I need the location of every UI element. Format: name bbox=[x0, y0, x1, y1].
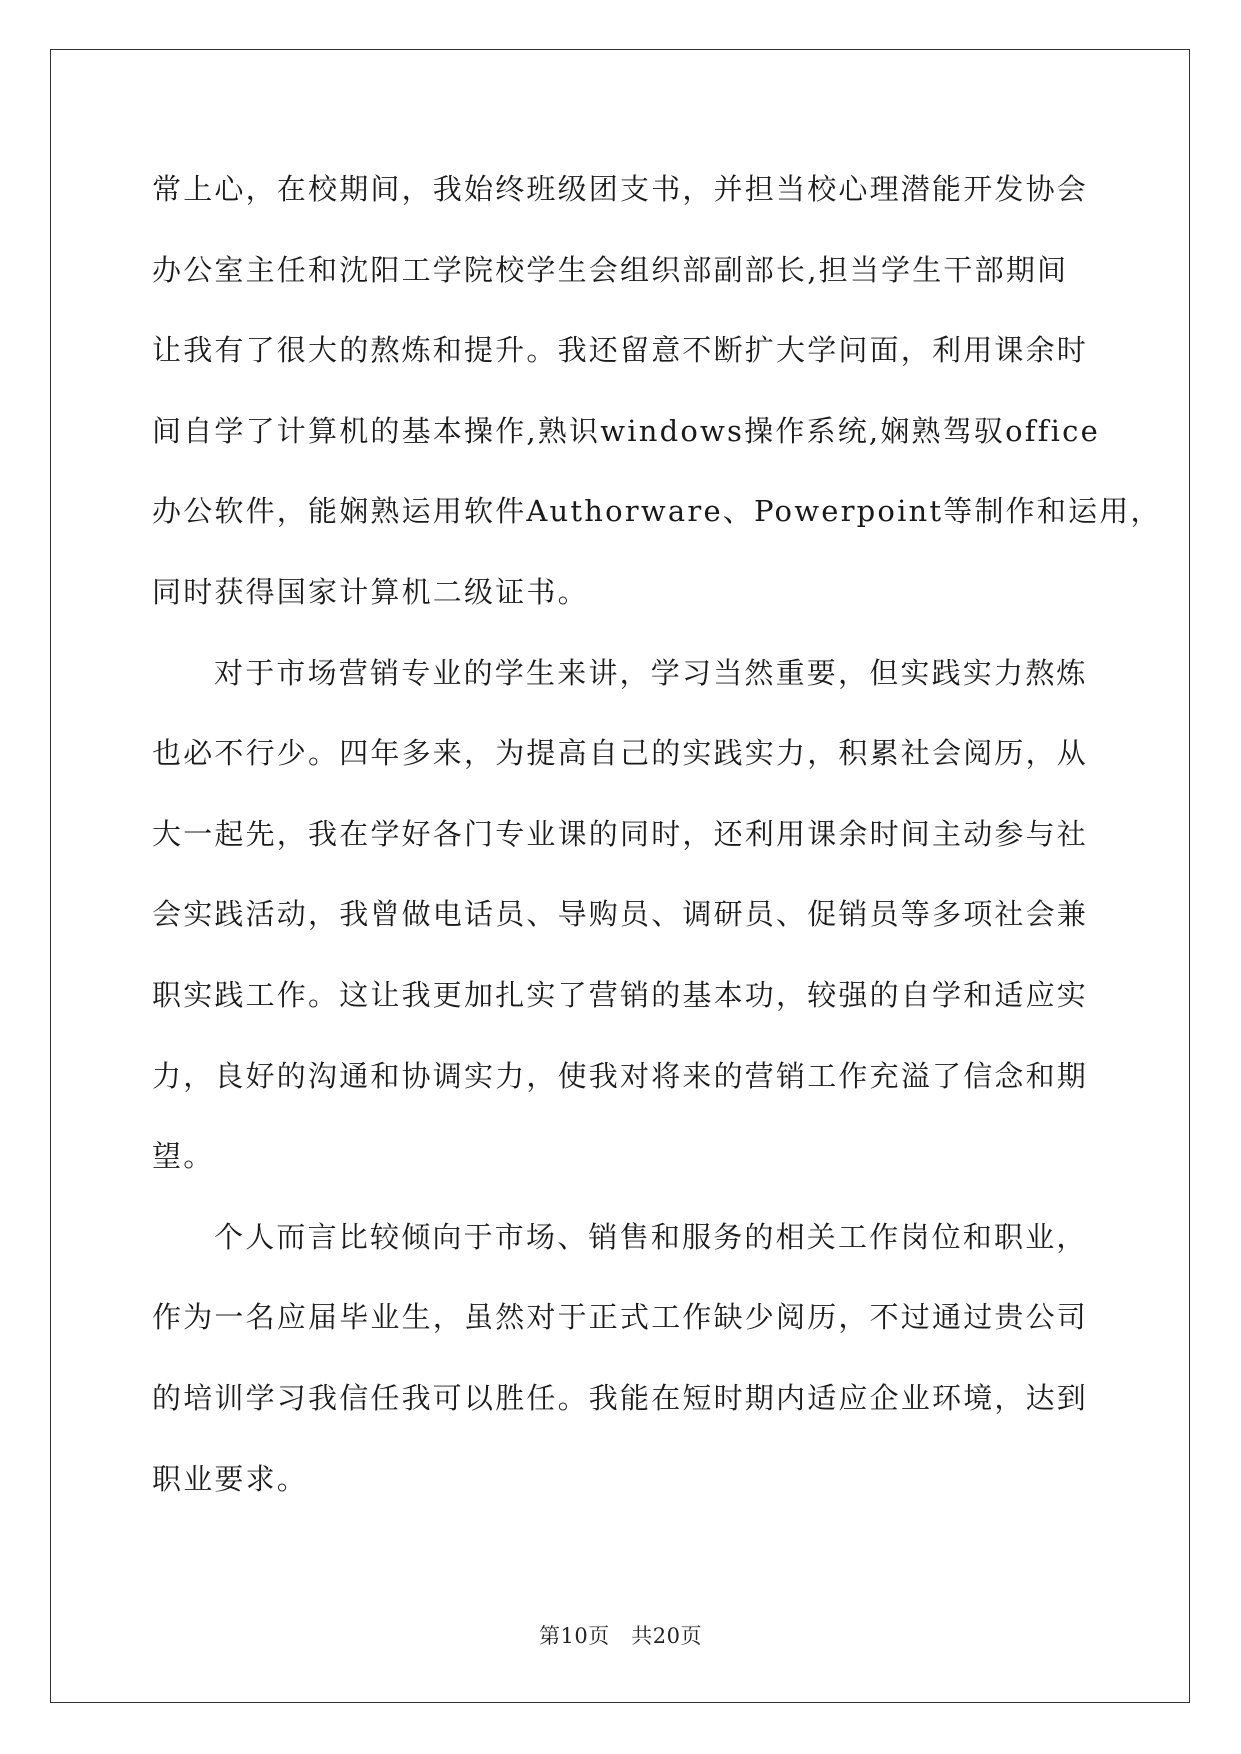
text-line: 个人而言比较倾向于市场、销售和服务的相关工作岗位和职业， bbox=[214, 1219, 1088, 1254]
text-line: 同时获得国家计算机二级证书。 bbox=[152, 574, 589, 609]
paragraph bbox=[152, 160, 1162, 644]
text-line: 望。 bbox=[152, 1139, 215, 1174]
text-line: 办公软件，能娴熟运用软件Authorware、Powerpoint等制作和运用， bbox=[152, 494, 1162, 529]
document-body bbox=[152, 160, 1162, 1530]
text-line: 职业要求。 bbox=[152, 1461, 309, 1496]
text-line: 也必不行少。四年多来，为提高自己的实践实力，积累社会阅历，从 bbox=[152, 736, 1089, 771]
text-line: 的培训学习我信任我可以胜任。我能在短时期内适应企业环境，达到 bbox=[152, 1380, 1089, 1415]
paragraph bbox=[152, 644, 1092, 1208]
text-line: 会实践活动，我曾做电话员、导购员、调研员、促销员等多项社会兼 bbox=[152, 897, 1089, 932]
paragraph bbox=[152, 1208, 1092, 1530]
text-line: 力，良好的沟通和协调实力，使我对将来的营销工作充溢了信念和期 bbox=[152, 1058, 1089, 1093]
text-line: 对于市场营销专业的学生来讲，学习当然重要，但实践实力熬炼 bbox=[214, 655, 1088, 690]
text-line: 大一起先，我在学好各门专业课的同时，还利用课余时间主动参与社 bbox=[152, 816, 1089, 851]
text-line: 间自学了计算机的基本操作,熟识windows操作系统,娴熟驾驭office bbox=[152, 413, 1100, 448]
text-line: 作为一名应届毕业生，虽然对于正式工作缺少阅历，不过通过贵公司 bbox=[152, 1300, 1089, 1335]
text-line: 办公室主任和沈阳工学院校学生会组织部副部长,担当学生干部期间 bbox=[152, 252, 1069, 287]
text-line: 常上心，在校期间，我始终班级团支书，并担当校心理潜能开发协会 bbox=[152, 172, 1089, 206]
page-number: 第10页 共20页 bbox=[539, 1624, 702, 1648]
text-line: 职实践工作。这让我更加扎实了营销的基本功，较强的自学和适应实 bbox=[152, 977, 1089, 1012]
text-line: 让我有了很大的熬炼和提升。我还留意不断扩大学问面，利用课余时 bbox=[152, 333, 1089, 368]
